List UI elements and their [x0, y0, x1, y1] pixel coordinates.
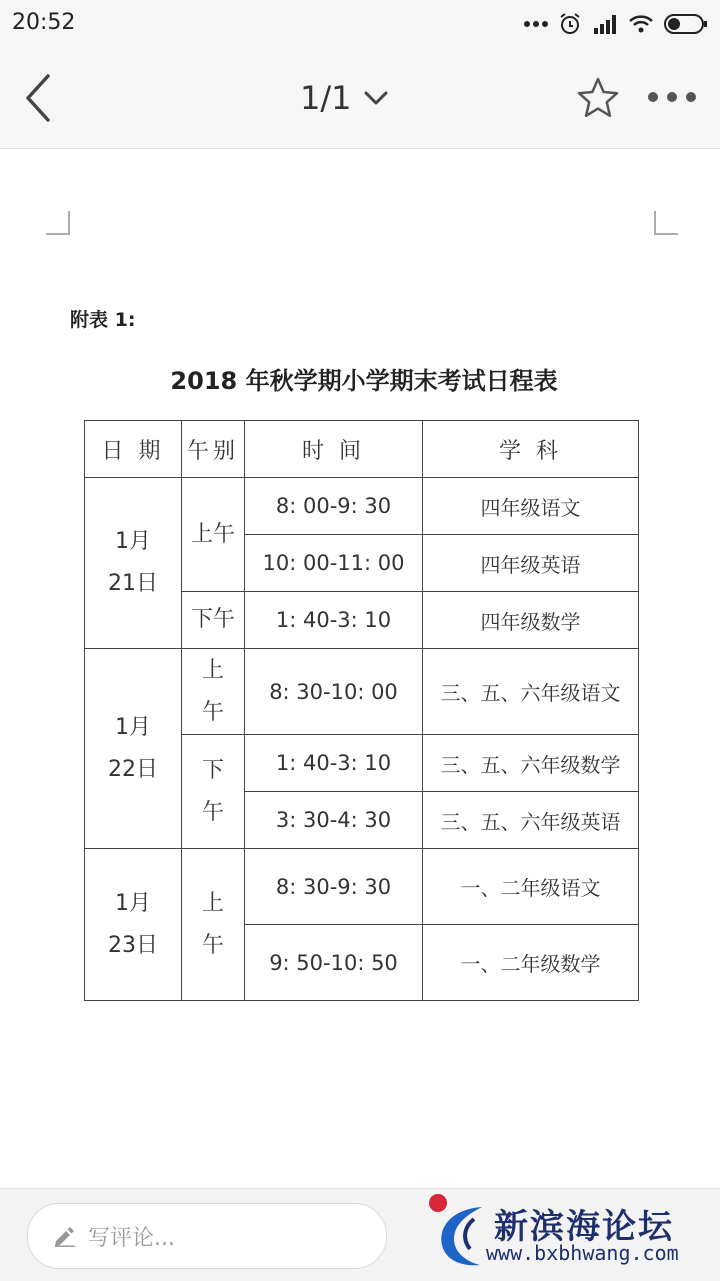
period-cell: [182, 649, 245, 735]
table-row: [85, 478, 639, 535]
page-selector[interactable]: [300, 76, 388, 120]
header-time: 时 间: [245, 421, 423, 478]
period-label-bottom: 午: [201, 799, 224, 825]
period-cell: [182, 735, 245, 849]
pencil-icon: [52, 1225, 78, 1247]
table-row: [85, 649, 639, 735]
star-icon: [575, 75, 621, 121]
time-cell: 3: 30-4: 30: [245, 792, 423, 849]
date-month: 1月: [115, 714, 151, 740]
favorite-button[interactable]: [575, 75, 621, 121]
subject-cell: 三、五、六年级数学: [423, 735, 639, 792]
period-label-bottom: 午: [201, 932, 224, 958]
reader-header: [0, 48, 720, 149]
period-label-top: 下: [201, 757, 224, 783]
more-options-button[interactable]: [646, 84, 698, 110]
time-cell: 1: 40-3: 10: [245, 592, 423, 649]
document-title: 2018 年秋学期小学期末考试日程表: [170, 367, 558, 395]
notification-dots-icon: [524, 20, 548, 28]
subject-cell: 一、二年级数学: [423, 925, 639, 1001]
period-label: 上午: [190, 521, 235, 547]
period-label: 下午: [190, 607, 235, 632]
watermark-url: www.bxbhwang.com: [486, 1241, 679, 1265]
time-cell: 8: 30-9: 30: [245, 849, 423, 925]
chevron-down-icon: [364, 91, 388, 105]
period-label-top: 上: [201, 890, 224, 916]
subject-cell: 三、五、六年级英语: [423, 792, 639, 849]
period-label-top: 上: [201, 657, 224, 683]
status-time: 20:52: [12, 10, 76, 35]
subject-cell: 四年级数学: [423, 592, 639, 649]
date-cell: [85, 478, 182, 649]
date-cell: [85, 849, 182, 1001]
back-button[interactable]: [18, 70, 68, 126]
status-bar: [0, 0, 720, 48]
comment-input[interactable]: [27, 1203, 387, 1269]
page-corner-mark-left: [46, 211, 70, 235]
subject-cell: 四年级语文: [423, 478, 639, 535]
header-period: 午别: [182, 421, 245, 478]
date-day: 21日: [108, 571, 158, 596]
date-day: 23日: [108, 932, 158, 958]
time-cell: 1: 40-3: 10: [245, 735, 423, 792]
battery-icon: [664, 13, 708, 35]
subject-cell: 一、二年级语文: [423, 849, 639, 925]
page-corner-mark-right: [654, 211, 678, 235]
wifi-icon: [628, 13, 654, 35]
site-logo-icon: [424, 1189, 494, 1281]
document-page: [0, 149, 720, 1189]
status-icons: [524, 10, 708, 38]
bottom-bar: [0, 1188, 720, 1281]
period-cell: [182, 478, 245, 592]
date-month: 1月: [115, 529, 151, 554]
date-cell: [85, 649, 182, 849]
time-cell: 8: 00-9: 30: [245, 478, 423, 535]
watermark-title: 新滨海论坛: [494, 1207, 674, 1247]
site-watermark: [424, 1189, 720, 1281]
signal-icon: [592, 12, 618, 36]
attachment-label: 附表 1:: [70, 309, 136, 331]
chevron-left-icon: [18, 70, 68, 126]
date-month: 1月: [115, 890, 151, 916]
subject-cell: 三、五、六年级语文: [423, 649, 639, 735]
time-cell: 10: 00-11: 00: [245, 535, 423, 592]
period-label-bottom: 午: [201, 699, 224, 725]
exam-schedule-table: [84, 420, 639, 1001]
table-row: [85, 849, 639, 925]
alarm-icon: [558, 12, 582, 36]
time-cell: 9: 50-10: 50: [245, 925, 423, 1001]
time-cell: 8: 30-10: 00: [245, 649, 423, 735]
page-indicator-label: 1/1: [300, 79, 352, 117]
period-cell: [182, 592, 245, 649]
header-subject: 学 科: [423, 421, 639, 478]
more-dots-icon: [646, 84, 698, 110]
subject-cell: 四年级英语: [423, 535, 639, 592]
comment-placeholder: 写评论...: [88, 1225, 175, 1251]
header-date: 日 期: [85, 421, 182, 478]
date-day: 22日: [108, 756, 158, 782]
table-header-row: [85, 421, 639, 478]
period-cell: [182, 849, 245, 1001]
